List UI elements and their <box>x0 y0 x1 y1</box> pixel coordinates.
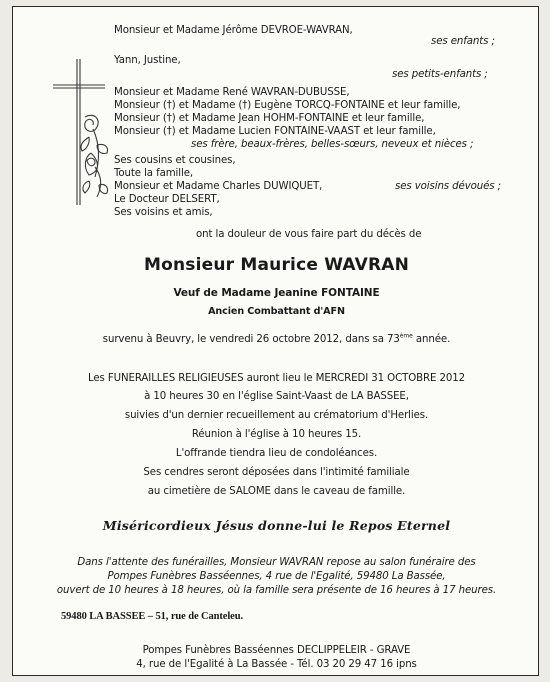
neighbours-label: ses voisins dévoués ; <box>395 181 501 192</box>
grandchildren-line: Yann, Justine, <box>114 55 181 66</box>
obituary-notice <box>12 6 539 676</box>
funeral-line: Réunion à l'église à 10 heures 15. <box>191 429 362 440</box>
viewing-line: Pompes Funèbres Basséennes, 4 rue de l'Egalité, 59480 La Bassée, <box>107 571 446 582</box>
funeral-line: Les FUNERAILLES RELIGIEUSES auront lieu le MERCREDI 31 OCTOBRE 2012 <box>87 373 466 384</box>
relative-line: Monsieur et Madame Charles DUWIQUET, <box>114 181 323 192</box>
relative-line: Ses voisins et amis, <box>114 207 213 218</box>
viewing-line: ouvert de 10 heures à 18 heures, où la famille sera présente de 16 heures à 17 heures. <box>56 585 497 596</box>
funeral-line: à 10 heures 30 en l'église Saint-Vaast de LA BASSEE, <box>144 391 409 402</box>
funeral-line: L'offrande tiendra lieu de condoléances. <box>175 448 378 459</box>
funeral-home-contact: 4, rue de l'Egalité à La Bassée - Tél. 03 20 29 47 16 ipns <box>136 659 417 670</box>
grandchildren-label: ses petits-enfants ; <box>392 69 488 80</box>
announcement: ont la douleur de vous faire part du décès de <box>196 229 422 240</box>
siblings-label: ses frère, beaux-frères, belles-sœurs, neveux et nièces ; <box>191 139 474 150</box>
deceased-name: Monsieur Maurice WAVRAN <box>143 255 410 275</box>
veteran-title: Ancien Combattant d'AFN <box>208 306 345 317</box>
funeral-line: suivies d'un dernier recueillement au crématorium d'Herlies. <box>124 410 429 421</box>
death-details: survenu à Beuvry, le vendredi 26 octobre 2012, dans sa 73ème année. <box>102 332 451 345</box>
funeral-line: au cimetière de SALOME dans le caveau de famille. <box>147 486 406 497</box>
sibling-line: Monsieur (†) et Madame (†) Eugène TORCQ-FONTAINE et leur famille, <box>114 100 461 111</box>
funeral-home-name: Pompes Funèbres Basséennes DECLIPPELEIR - GRAVE <box>142 645 411 656</box>
sibling-line: Monsieur (†) et Madame Lucien FONTAINE-VAAST et leur famille, <box>114 126 436 137</box>
sibling-line: Monsieur (†) et Madame Jean HOHM-FONTAINE et leur famille, <box>114 113 425 124</box>
relative-line: Le Docteur DELSERT, <box>114 194 220 205</box>
viewing-line: Dans l'attente des funérailles, Monsieur WAVRAN repose au salon funéraire des <box>77 557 476 568</box>
funeral-line: Ses cendres seront déposées dans l'intimité familiale <box>143 467 410 478</box>
children-label: ses enfants ; <box>431 36 495 47</box>
children-line: Monsieur et Madame Jérôme DEVROE-WAVRAN, <box>114 25 353 36</box>
sibling-line: Monsieur et Madame René WAVRAN-DUBUSSE, <box>114 87 350 98</box>
family-address: 59480 LA BASSEE – 51, rue de Canteleu. <box>61 611 244 622</box>
widower-line: Veuf de Madame Jeanine FONTAINE <box>173 287 380 299</box>
relative-line: Toute la famille, <box>114 168 194 179</box>
prayer: Miséricordieux Jésus donne-lui le Repos Eternel <box>102 518 451 533</box>
relative-line: Ses cousins et cousines, <box>114 155 236 166</box>
